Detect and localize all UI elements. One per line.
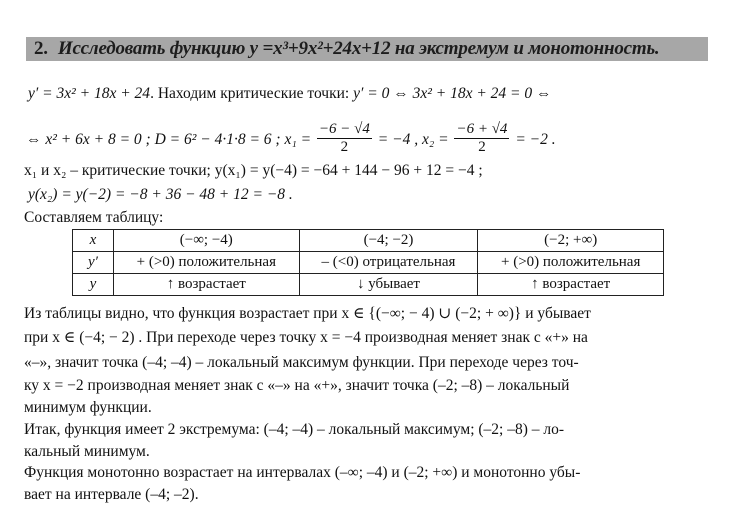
table-cell: + (>0) положительная — [478, 252, 664, 274]
conclusion-line-1: Из таблицы видно, что функция возрастает при x ∈ {(−∞; − 4) ∪ (−2; + ∞)} и убывает — [24, 305, 591, 322]
x1-label: x₁ = — [284, 131, 312, 149]
derivative-equation: y′ = 0 ⇔ 3x² + 18x + 24 = 0 ⇔ — [353, 85, 552, 102]
table-row — [73, 230, 664, 252]
y-of-x2-line: y(x₂) = y(−2) = −8 + 36 − 48 + 12 = −8 . — [28, 186, 293, 203]
task-number: 2. — [34, 38, 48, 59]
table-row — [73, 252, 664, 274]
x2-fraction — [454, 121, 509, 156]
conclusion-line-5: минимум функции. — [24, 399, 152, 416]
table-cell: (−∞; −4) — [114, 230, 300, 252]
table-cell: + (>0) положительная — [114, 252, 300, 274]
conclusion-line-8: Функция монотонно возрастает на интервалах (–∞; –4) и (–2; +∞) и монотонно убы- — [24, 464, 581, 481]
conclusion-line-7: кальный минимум. — [24, 443, 150, 460]
table-row — [73, 274, 664, 296]
derivative-line — [28, 84, 552, 104]
roots-line — [26, 123, 556, 158]
y-of-x1-line: x₁ и x₂ – критические точки; y(x₁) = y(−4) = −64 + 144 − 96 + 12 = −4 ; — [24, 162, 483, 179]
conclusion-line-4: ку x = −2 производная меняет знак с «–» на «+», значит точка (–2; –8) – локальный — [24, 377, 570, 394]
table-cell: y — [73, 274, 114, 296]
table-cell: ↓ убывает — [299, 274, 478, 296]
task-title — [34, 38, 659, 60]
conclusion-line-2: при x ∈ (−4; − 2) . При переходе через точку x = −4 производная меняет знак с «+» на — [24, 329, 588, 346]
conclusion-line-3: «–», значит точка (–4; –4) – локальный максимум функции. При переходе через точ- — [24, 354, 579, 371]
conclusion-line-6: Итак, функция имеет 2 экстремума: (–4; –4) – локальный максимум; (–2; –8) – ло- — [24, 421, 565, 438]
table-cell: – (<0) отрицательная — [299, 252, 478, 274]
table-intro: Составляем таблицу: — [24, 209, 164, 226]
sign-table — [72, 229, 664, 296]
x1-denominator: 2 — [340, 139, 349, 155]
x1-value: = −4 , — [377, 131, 419, 149]
critical-points-text: . Находим критические точки: — [150, 85, 350, 102]
x2-label: x₂ = — [421, 131, 449, 149]
table-cell: (−2; +∞) — [478, 230, 664, 252]
x2-denominator: 2 — [478, 139, 486, 155]
table-cell: y′ — [73, 252, 114, 274]
quadratic-discriminant: ⇔ x² + 6x + 8 = 0 ; D = 6² − 4·1·8 = 6 ; — [26, 131, 281, 149]
x1-numerator: −6 − √4 — [318, 121, 370, 137]
table-cell: (−4; −2) — [299, 230, 478, 252]
task-banner — [26, 37, 708, 61]
table-cell: ↑ возрастает — [478, 274, 664, 296]
derivative-formula: y′ = 3x² + 18x + 24 — [28, 85, 151, 102]
x2-numerator: −6 + √4 — [456, 121, 508, 137]
x2-value: = −2 . — [515, 131, 556, 149]
conclusion-line-9: вает на интервале (–4; –2). — [24, 486, 199, 503]
table-cell: x — [73, 230, 114, 252]
task-text: Исследовать функцию y =x³+9x²+24x+12 на экстремум и монотонность. — [57, 38, 660, 59]
table-cell: ↑ возрастает — [114, 274, 300, 296]
x1-fraction — [317, 121, 372, 156]
